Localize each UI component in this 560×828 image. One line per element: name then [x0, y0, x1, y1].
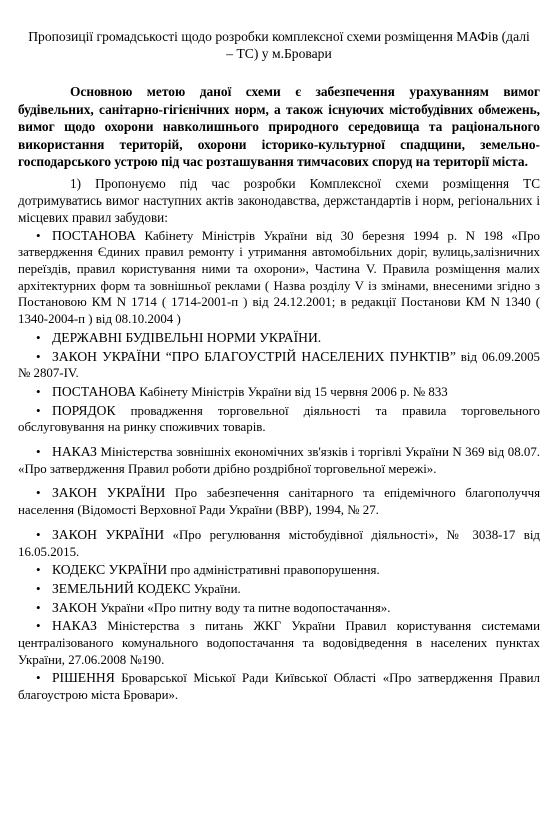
- item-lead: ЗАКОН УКРАЇНИ: [52, 485, 166, 501]
- item-text: від 06.09.2005 № 2807-IV.: [18, 349, 540, 381]
- item-text: України «Про питну воду та питне водопостачання».: [97, 600, 391, 615]
- bullet-icon: •: [36, 670, 41, 686]
- list-item: [18, 618, 540, 668]
- item-lead: ДЕРЖАВНІ БУДІВЕЛЬНІ НОРМИ УКРАЇНИ.: [52, 329, 322, 345]
- bullet-icon: •: [36, 599, 41, 615]
- list-item: [18, 527, 540, 560]
- list-item: [18, 403, 540, 436]
- bullet-icon: •: [36, 383, 41, 399]
- item-lead: ПОСТАНОВА: [52, 383, 136, 399]
- item-lead: ЗАКОН УКРАЇНИ “ПРО БЛАГОУСТРІЙ НАСЕЛЕНИХ ПУНКТІВ”: [52, 348, 456, 364]
- list-item: [18, 581, 540, 598]
- bullet-icon: •: [36, 526, 41, 542]
- point-1-paragraph: 1) Пропонуємо під час розробки Комплексної схеми розміщення ТС дотримуватись вимог наступних актів законодавства, держстандартів і норм, регіональних і місцевих правил забудови:: [18, 175, 540, 226]
- item-lead: ПОСТАНОВА: [52, 227, 136, 243]
- item-lead: ЗЕМЕЛЬНИЙ КОДЕКС: [52, 580, 191, 596]
- item-text: про адміністративні правопорушення.: [167, 563, 380, 578]
- list-item: [18, 485, 540, 518]
- bullet-icon: •: [36, 580, 41, 596]
- bullet-icon: •: [36, 402, 41, 418]
- list-item: [18, 228, 540, 328]
- item-text: Броварської Міської Ради Київської Області «Про затвердження Правил благоустрою міста Бровари».: [18, 671, 540, 703]
- bullet-icon: •: [36, 562, 41, 578]
- list-item: [18, 349, 540, 382]
- item-text: Міністерства з питань ЖКГ України Правил користування системами централізованого комунального водопостачання та водовідведення в населених пунктах України, 27.06.2008 №190.: [18, 619, 540, 667]
- item-text: Кабінету Міністрів України від 30 березня 1994 р. N 198 «Про затвердження Єдиних правил ремонту і утримання автомобільних доріг, вулиць,залізничних переїздів, правил користування ними та охорони», Частина V. Правила розміщення малих архітектурних форм та зовнішньої реклами ( Назва розділу V із змінами, внесеними згідно з Постановою КМ N 1714 ( 1714-2001-п ) від 24.12.2001; в редакції Постанови КМ N 1340 ( 1340-2004-п ) від 08.10.2004 ): [18, 228, 540, 327]
- document-title: Пропозиції громадськості щодо розробки комплексної схеми розміщення МАФів (далі – ТС) у м.Бровари: [28, 29, 530, 61]
- legal-acts-list: [18, 228, 540, 704]
- list-item: [18, 600, 540, 617]
- item-text: Кабінету Міністрів України від 15 червня 2006 р. № 833: [135, 384, 448, 399]
- list-item: [18, 330, 540, 347]
- item-lead: РІШЕННЯ: [52, 670, 115, 686]
- bullet-icon: •: [36, 618, 41, 634]
- item-text: «Про регулювання містобудівної діяльності», № 3038-17 від 16.05.2015.: [18, 527, 540, 559]
- item-lead: НАКАЗ: [52, 618, 97, 634]
- list-item: [18, 562, 540, 579]
- document-page: [0, 28, 560, 828]
- item-text: України.: [190, 581, 241, 596]
- bullet-icon: •: [36, 329, 41, 345]
- item-text: Про забезпечення санітарного та епідемічного благополуччя населення (Відомості Верховної Ради України (ВВР), 1994, № 27.: [18, 486, 540, 518]
- bullet-icon: •: [36, 444, 41, 460]
- item-lead: КОДЕКС УКРАЇНИ: [52, 562, 168, 578]
- item-lead: ЗАКОН: [52, 599, 97, 615]
- item-text: провадження торговельної діяльності та правила торговельного обслуговування на ринку споживчих товарів.: [18, 403, 540, 435]
- list-item: [18, 670, 540, 703]
- item-text: Міністерства зовнішніх економічних зв'язків і торгівлі України N 369 від 08.07. «Про затвердження Правил роботи дрібно роздрібної торговельної мережі».: [18, 445, 540, 476]
- list-item: [18, 444, 540, 477]
- intro-paragraph: Основною метою даної схеми є забезпечення урахуванням вимог будівельних, санітарно-гігієнічних норм, а також існуючих містобудівних обмежень, вимог щодо охорони навколишнього природного середовища та раціонального використання територій, охорони історико-культурної спадщини, земельно-господарського устрою під час розташування тимчасових споруд на території міста.: [18, 84, 540, 170]
- bullet-icon: •: [36, 227, 41, 243]
- list-item: [18, 384, 540, 401]
- item-lead: ЗАКОН УКРАЇНИ: [52, 526, 165, 542]
- item-lead: НАКАЗ: [52, 444, 97, 460]
- bullet-icon: •: [36, 485, 41, 501]
- bullet-icon: •: [36, 348, 41, 364]
- item-lead: ПОРЯДОК: [52, 402, 116, 418]
